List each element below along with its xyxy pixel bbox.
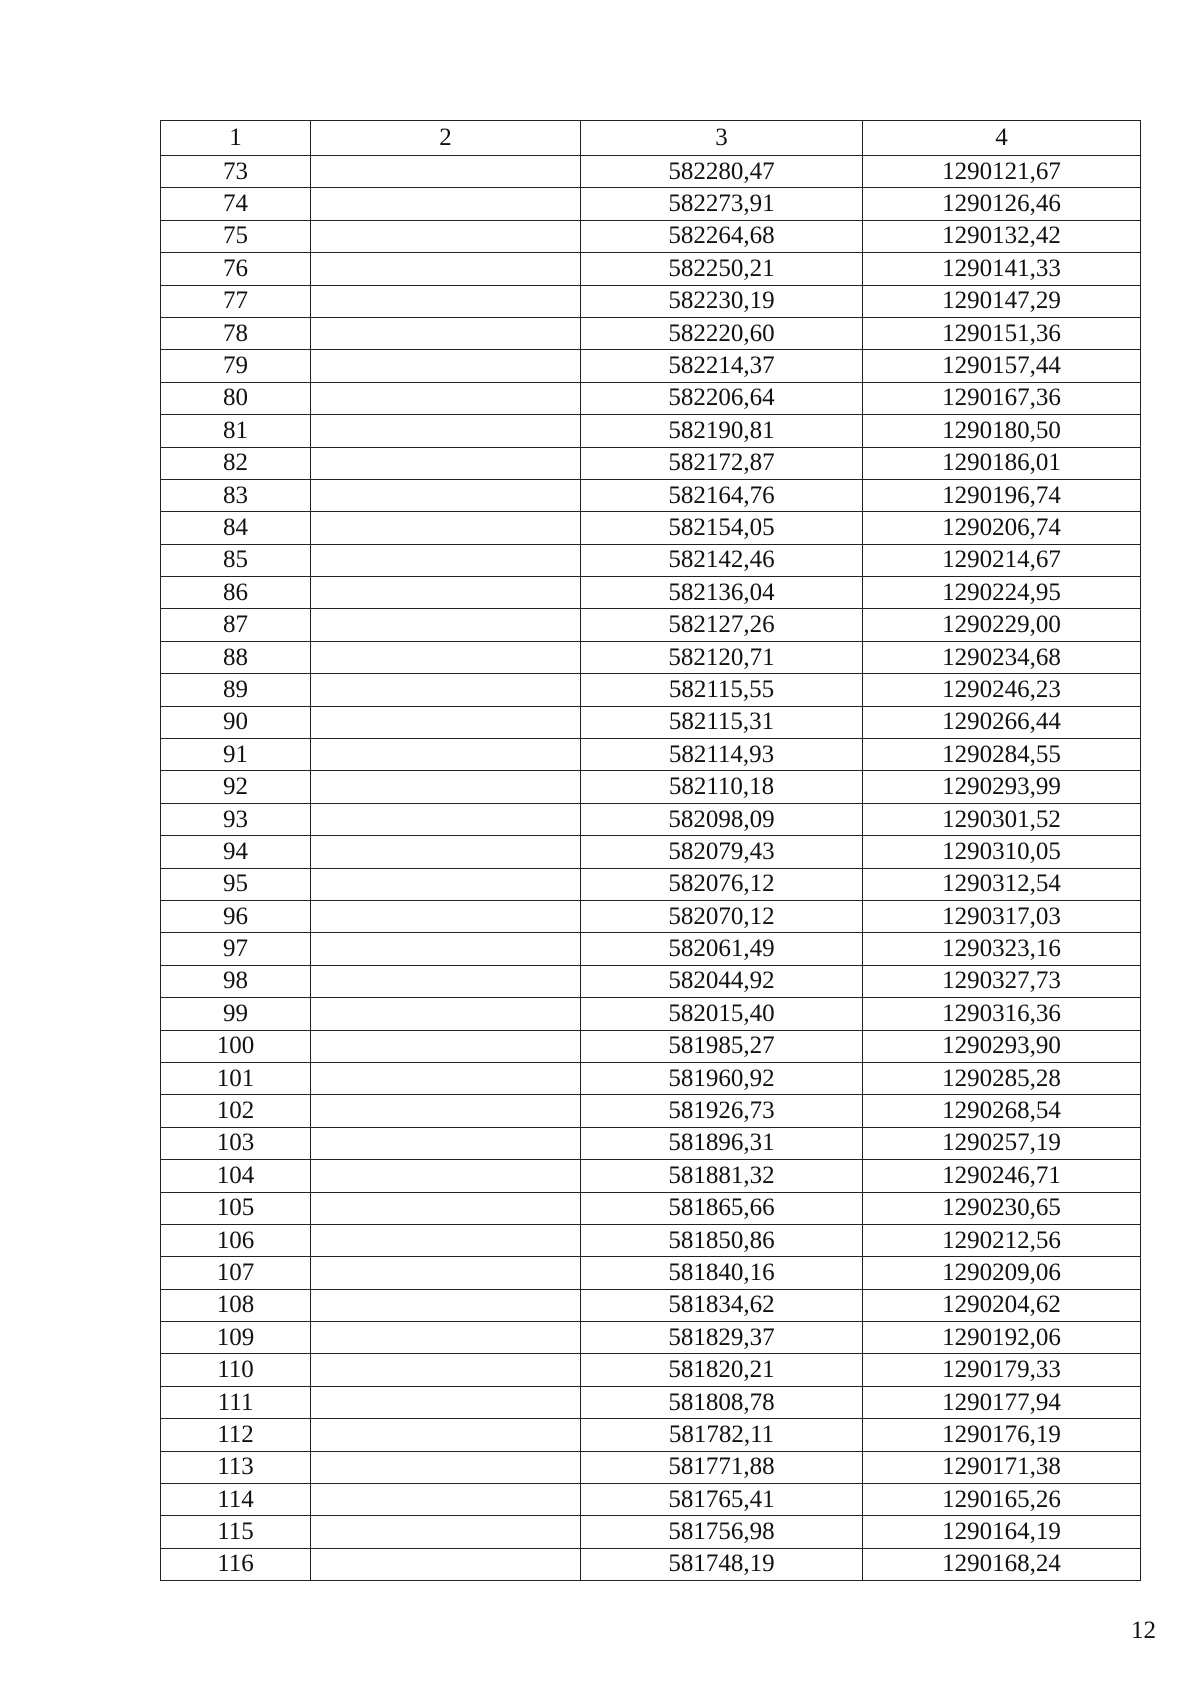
- point-number-cell: 115: [161, 1516, 311, 1548]
- point-number-cell: 110: [161, 1354, 311, 1386]
- point-number-cell: 93: [161, 803, 311, 835]
- table-row: [161, 803, 1141, 835]
- table-row: [161, 1322, 1141, 1354]
- table-row: [161, 350, 1141, 382]
- coordinates-table: [160, 120, 1141, 1581]
- column-2-cell: [311, 674, 581, 706]
- x-coordinate-cell: 582098,09: [581, 803, 863, 835]
- column-2-cell: [311, 1224, 581, 1256]
- y-coordinate-cell: 1290214,67: [863, 544, 1141, 576]
- column-2-cell: [311, 1192, 581, 1224]
- y-coordinate-cell: 1290266,44: [863, 706, 1141, 738]
- y-coordinate-cell: 1290168,24: [863, 1548, 1141, 1580]
- table-row: [161, 1548, 1141, 1580]
- y-coordinate-cell: 1290316,36: [863, 998, 1141, 1030]
- table-row: [161, 382, 1141, 414]
- table-row: [161, 965, 1141, 997]
- point-number-cell: 86: [161, 577, 311, 609]
- x-coordinate-cell: 582273,91: [581, 188, 863, 220]
- y-coordinate-cell: 1290177,94: [863, 1386, 1141, 1418]
- table-header-row: [161, 121, 1141, 156]
- x-coordinate-cell: 581808,78: [581, 1386, 863, 1418]
- x-coordinate-cell: 582136,04: [581, 577, 863, 609]
- table-row: [161, 285, 1141, 317]
- column-2-cell: [311, 382, 581, 414]
- column-2-cell: [311, 965, 581, 997]
- column-2-cell: [311, 220, 581, 252]
- point-number-cell: 109: [161, 1322, 311, 1354]
- column-2-cell: [311, 512, 581, 544]
- x-coordinate-cell: 581834,62: [581, 1289, 863, 1321]
- column-2-cell: [311, 1548, 581, 1580]
- table-row: [161, 1419, 1141, 1451]
- x-coordinate-cell: 581865,66: [581, 1192, 863, 1224]
- y-coordinate-cell: 1290157,44: [863, 350, 1141, 382]
- x-coordinate-cell: 581771,88: [581, 1451, 863, 1483]
- table-row: [161, 674, 1141, 706]
- y-coordinate-cell: 1290293,99: [863, 771, 1141, 803]
- y-coordinate-cell: 1290171,38: [863, 1451, 1141, 1483]
- table-row: [161, 415, 1141, 447]
- x-coordinate-cell: 582142,46: [581, 544, 863, 576]
- table-row: [161, 1451, 1141, 1483]
- y-coordinate-cell: 1290132,42: [863, 220, 1141, 252]
- point-number-cell: 94: [161, 836, 311, 868]
- column-header-2: 2: [311, 121, 581, 156]
- x-coordinate-cell: 582190,81: [581, 415, 863, 447]
- column-2-cell: [311, 1289, 581, 1321]
- y-coordinate-cell: 1290204,62: [863, 1289, 1141, 1321]
- y-coordinate-cell: 1290165,26: [863, 1484, 1141, 1516]
- column-2-cell: [311, 1160, 581, 1192]
- point-number-cell: 74: [161, 188, 311, 220]
- table-row: [161, 1386, 1141, 1418]
- y-coordinate-cell: 1290230,65: [863, 1192, 1141, 1224]
- table-row: [161, 836, 1141, 868]
- table-body: [161, 156, 1141, 1581]
- table-row: [161, 1062, 1141, 1094]
- column-2-cell: [311, 253, 581, 285]
- point-number-cell: 73: [161, 156, 311, 188]
- x-coordinate-cell: 582044,92: [581, 965, 863, 997]
- table-row: [161, 1484, 1141, 1516]
- x-coordinate-cell: 582070,12: [581, 900, 863, 932]
- point-number-cell: 99: [161, 998, 311, 1030]
- point-number-cell: 80: [161, 382, 311, 414]
- y-coordinate-cell: 1290257,19: [863, 1127, 1141, 1159]
- column-2-cell: [311, 739, 581, 771]
- y-coordinate-cell: 1290212,56: [863, 1224, 1141, 1256]
- point-number-cell: 100: [161, 1030, 311, 1062]
- x-coordinate-cell: 582206,64: [581, 382, 863, 414]
- y-coordinate-cell: 1290209,06: [863, 1257, 1141, 1289]
- x-coordinate-cell: 582115,31: [581, 706, 863, 738]
- point-number-cell: 105: [161, 1192, 311, 1224]
- column-2-cell: [311, 1451, 581, 1483]
- x-coordinate-cell: 581850,86: [581, 1224, 863, 1256]
- column-2-cell: [311, 156, 581, 188]
- table-row: [161, 1257, 1141, 1289]
- x-coordinate-cell: 582220,60: [581, 317, 863, 349]
- column-header-1: 1: [161, 121, 311, 156]
- column-2-cell: [311, 836, 581, 868]
- table-row: [161, 577, 1141, 609]
- column-2-cell: [311, 706, 581, 738]
- x-coordinate-cell: 581960,92: [581, 1062, 863, 1094]
- page-number: 12: [1131, 1617, 1156, 1644]
- y-coordinate-cell: 1290246,23: [863, 674, 1141, 706]
- y-coordinate-cell: 1290167,36: [863, 382, 1141, 414]
- x-coordinate-cell: 581765,41: [581, 1484, 863, 1516]
- x-coordinate-cell: 581820,21: [581, 1354, 863, 1386]
- y-coordinate-cell: 1290323,16: [863, 933, 1141, 965]
- y-coordinate-cell: 1290192,06: [863, 1322, 1141, 1354]
- point-number-cell: 106: [161, 1224, 311, 1256]
- y-coordinate-cell: 1290179,33: [863, 1354, 1141, 1386]
- point-number-cell: 84: [161, 512, 311, 544]
- point-number-cell: 116: [161, 1548, 311, 1580]
- point-number-cell: 97: [161, 933, 311, 965]
- x-coordinate-cell: 581985,27: [581, 1030, 863, 1062]
- y-coordinate-cell: 1290312,54: [863, 868, 1141, 900]
- table-row: [161, 1192, 1141, 1224]
- table-row: [161, 1095, 1141, 1127]
- y-coordinate-cell: 1290224,95: [863, 577, 1141, 609]
- x-coordinate-cell: 581881,32: [581, 1160, 863, 1192]
- point-number-cell: 98: [161, 965, 311, 997]
- table-row: [161, 1516, 1141, 1548]
- x-coordinate-cell: 582214,37: [581, 350, 863, 382]
- column-2-cell: [311, 317, 581, 349]
- x-coordinate-cell: 582120,71: [581, 641, 863, 673]
- table-row: [161, 1127, 1141, 1159]
- y-coordinate-cell: 1290293,90: [863, 1030, 1141, 1062]
- column-2-cell: [311, 1127, 581, 1159]
- x-coordinate-cell: 582172,87: [581, 447, 863, 479]
- x-coordinate-cell: 582061,49: [581, 933, 863, 965]
- point-number-cell: 81: [161, 415, 311, 447]
- point-number-cell: 76: [161, 253, 311, 285]
- point-number-cell: 77: [161, 285, 311, 317]
- table-row: [161, 998, 1141, 1030]
- point-number-cell: 111: [161, 1386, 311, 1418]
- point-number-cell: 78: [161, 317, 311, 349]
- point-number-cell: 85: [161, 544, 311, 576]
- x-coordinate-cell: 581926,73: [581, 1095, 863, 1127]
- y-coordinate-cell: 1290301,52: [863, 803, 1141, 835]
- x-coordinate-cell: 581829,37: [581, 1322, 863, 1354]
- y-coordinate-cell: 1290285,28: [863, 1062, 1141, 1094]
- point-number-cell: 82: [161, 447, 311, 479]
- table-row: [161, 771, 1141, 803]
- table-row: [161, 868, 1141, 900]
- point-number-cell: 79: [161, 350, 311, 382]
- x-coordinate-cell: 582250,21: [581, 253, 863, 285]
- y-coordinate-cell: 1290176,19: [863, 1419, 1141, 1451]
- table-row: [161, 1354, 1141, 1386]
- point-number-cell: 83: [161, 479, 311, 511]
- y-coordinate-cell: 1290317,03: [863, 900, 1141, 932]
- column-2-cell: [311, 1516, 581, 1548]
- column-2-cell: [311, 544, 581, 576]
- point-number-cell: 92: [161, 771, 311, 803]
- x-coordinate-cell: 581896,31: [581, 1127, 863, 1159]
- x-coordinate-cell: 582154,05: [581, 512, 863, 544]
- y-coordinate-cell: 1290234,68: [863, 641, 1141, 673]
- column-header-4: 4: [863, 121, 1141, 156]
- x-coordinate-cell: 582015,40: [581, 998, 863, 1030]
- y-coordinate-cell: 1290147,29: [863, 285, 1141, 317]
- table-row: [161, 1030, 1141, 1062]
- point-number-cell: 113: [161, 1451, 311, 1483]
- column-2-cell: [311, 641, 581, 673]
- column-2-cell: [311, 771, 581, 803]
- point-number-cell: 91: [161, 739, 311, 771]
- x-coordinate-cell: 582079,43: [581, 836, 863, 868]
- y-coordinate-cell: 1290121,67: [863, 156, 1141, 188]
- point-number-cell: 89: [161, 674, 311, 706]
- x-coordinate-cell: 582280,47: [581, 156, 863, 188]
- column-2-cell: [311, 868, 581, 900]
- x-coordinate-cell: 581782,11: [581, 1419, 863, 1451]
- point-number-cell: 88: [161, 641, 311, 673]
- point-number-cell: 107: [161, 1257, 311, 1289]
- table-row: [161, 1224, 1141, 1256]
- column-2-cell: [311, 1030, 581, 1062]
- table-row: [161, 512, 1141, 544]
- table-row: [161, 706, 1141, 738]
- column-2-cell: [311, 577, 581, 609]
- table-row: [161, 188, 1141, 220]
- y-coordinate-cell: 1290268,54: [863, 1095, 1141, 1127]
- table-row: [161, 739, 1141, 771]
- column-2-cell: [311, 285, 581, 317]
- table-row: [161, 479, 1141, 511]
- x-coordinate-cell: 581748,19: [581, 1548, 863, 1580]
- point-number-cell: 95: [161, 868, 311, 900]
- column-2-cell: [311, 447, 581, 479]
- column-header-3: 3: [581, 121, 863, 156]
- y-coordinate-cell: 1290126,46: [863, 188, 1141, 220]
- column-2-cell: [311, 1484, 581, 1516]
- y-coordinate-cell: 1290164,19: [863, 1516, 1141, 1548]
- column-2-cell: [311, 998, 581, 1030]
- column-2-cell: [311, 1062, 581, 1094]
- y-coordinate-cell: 1290327,73: [863, 965, 1141, 997]
- point-number-cell: 102: [161, 1095, 311, 1127]
- x-coordinate-cell: 582110,18: [581, 771, 863, 803]
- x-coordinate-cell: 582115,55: [581, 674, 863, 706]
- x-coordinate-cell: 582230,19: [581, 285, 863, 317]
- y-coordinate-cell: 1290141,33: [863, 253, 1141, 285]
- y-coordinate-cell: 1290151,36: [863, 317, 1141, 349]
- table-row: [161, 220, 1141, 252]
- column-2-cell: [311, 350, 581, 382]
- column-2-cell: [311, 1322, 581, 1354]
- table-row: [161, 156, 1141, 188]
- y-coordinate-cell: 1290310,05: [863, 836, 1141, 868]
- point-number-cell: 75: [161, 220, 311, 252]
- y-coordinate-cell: 1290284,55: [863, 739, 1141, 771]
- column-2-cell: [311, 1419, 581, 1451]
- x-coordinate-cell: 582076,12: [581, 868, 863, 900]
- column-2-cell: [311, 479, 581, 511]
- column-2-cell: [311, 1354, 581, 1386]
- table-row: [161, 544, 1141, 576]
- point-number-cell: 101: [161, 1062, 311, 1094]
- x-coordinate-cell: 581756,98: [581, 1516, 863, 1548]
- table-row: [161, 641, 1141, 673]
- table-row: [161, 447, 1141, 479]
- x-coordinate-cell: 582114,93: [581, 739, 863, 771]
- x-coordinate-cell: 582127,26: [581, 609, 863, 641]
- y-coordinate-cell: 1290229,00: [863, 609, 1141, 641]
- table-row: [161, 253, 1141, 285]
- point-number-cell: 114: [161, 1484, 311, 1516]
- column-2-cell: [311, 1257, 581, 1289]
- table-row: [161, 609, 1141, 641]
- point-number-cell: 87: [161, 609, 311, 641]
- column-2-cell: [311, 1095, 581, 1127]
- y-coordinate-cell: 1290206,74: [863, 512, 1141, 544]
- point-number-cell: 108: [161, 1289, 311, 1321]
- column-2-cell: [311, 1386, 581, 1418]
- y-coordinate-cell: 1290196,74: [863, 479, 1141, 511]
- point-number-cell: 104: [161, 1160, 311, 1192]
- column-2-cell: [311, 188, 581, 220]
- x-coordinate-cell: 582264,68: [581, 220, 863, 252]
- table-row: [161, 1289, 1141, 1321]
- x-coordinate-cell: 582164,76: [581, 479, 863, 511]
- table-row: [161, 933, 1141, 965]
- point-number-cell: 112: [161, 1419, 311, 1451]
- table-row: [161, 317, 1141, 349]
- column-2-cell: [311, 609, 581, 641]
- x-coordinate-cell: 581840,16: [581, 1257, 863, 1289]
- table-row: [161, 900, 1141, 932]
- y-coordinate-cell: 1290186,01: [863, 447, 1141, 479]
- table-row: [161, 1160, 1141, 1192]
- column-2-cell: [311, 803, 581, 835]
- column-2-cell: [311, 415, 581, 447]
- y-coordinate-cell: 1290180,50: [863, 415, 1141, 447]
- point-number-cell: 90: [161, 706, 311, 738]
- column-2-cell: [311, 933, 581, 965]
- column-2-cell: [311, 900, 581, 932]
- point-number-cell: 103: [161, 1127, 311, 1159]
- point-number-cell: 96: [161, 900, 311, 932]
- y-coordinate-cell: 1290246,71: [863, 1160, 1141, 1192]
